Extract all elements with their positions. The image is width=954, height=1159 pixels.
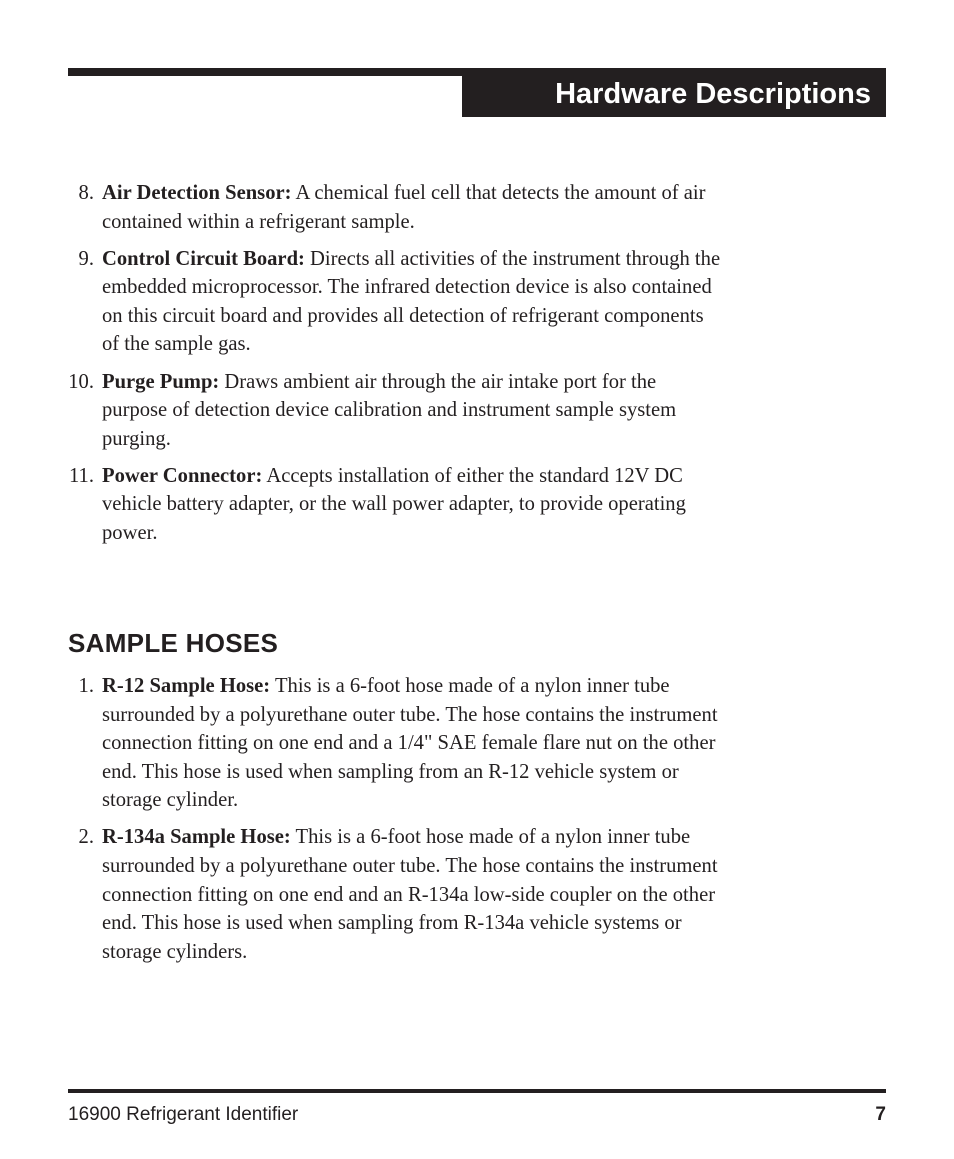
sample-hoses-list xyxy=(0,672,954,975)
item-term: Power Connector: xyxy=(102,464,263,487)
item-text xyxy=(102,245,722,359)
item-description: This is a 6-foot hose made of a nylon inner tube surrounded by a polyurethane outer tube. The hose contains the instrument connection fitting on one end and an R-134a low-side coupler on the other end. This hose is used when sampling from R-134a vehicle systems or storage cylinders. xyxy=(102,826,718,963)
item-text xyxy=(102,368,722,454)
item-number: 2. xyxy=(78,826,94,849)
item-description: A chemical fuel cell that detects the amount of air contained within a refrigerant sample. xyxy=(102,182,706,233)
item-text xyxy=(102,462,722,548)
item-description: Draws ambient air through the air intake port for the purpose of detection device calibration and instrument sample system purging. xyxy=(102,370,677,450)
item-text xyxy=(102,672,722,815)
page-number: 7 xyxy=(875,1104,886,1125)
item-term: Purge Pump: xyxy=(102,370,220,393)
list-item xyxy=(0,368,954,454)
item-term: Air Detection Sensor: xyxy=(102,182,292,204)
list-item xyxy=(0,672,954,815)
page-title: Hardware Descriptions xyxy=(555,78,871,110)
item-term: Control Circuit Board: xyxy=(102,247,305,270)
hardware-list xyxy=(0,179,954,556)
item-number: 10. xyxy=(68,370,94,393)
list-item xyxy=(0,245,954,359)
list-item xyxy=(0,823,954,966)
item-text xyxy=(102,179,722,236)
item-number: 11. xyxy=(69,464,94,487)
item-term: R-134a Sample Hose: xyxy=(102,826,291,849)
page-header xyxy=(462,68,886,117)
item-number: 1. xyxy=(78,675,94,697)
item-description: This is a 6-foot hose made of a nylon inner tube surrounded by a polyurethane outer tube. The hose contains the instrument connection fitting on one end and a 1/4" SAE female flare nut on the other end. This hose is used when sampling from an R-12 vehicle system or storage cylinder. xyxy=(102,675,718,812)
item-number: 8. xyxy=(78,182,94,204)
list-item xyxy=(0,179,954,236)
item-text xyxy=(102,823,722,966)
item-term: R-12 Sample Hose: xyxy=(102,675,271,697)
item-description: Directs all activities of the instrument through the embedded microprocessor. The infrared detection device is also contained on this circuit board and provides all detection of refrigerant components of the sample gas. xyxy=(102,247,721,356)
item-description: Accepts installation of either the standard 12V DC vehicle battery adapter, or the wall power adapter, to provide operating power. xyxy=(102,464,686,545)
section-heading: SAMPLE HOSES xyxy=(68,628,279,658)
list-item xyxy=(0,462,954,548)
item-number: 9. xyxy=(78,247,94,270)
footer-rule xyxy=(68,1089,886,1093)
footer-title: 16900 Refrigerant Identifier xyxy=(68,1104,299,1125)
